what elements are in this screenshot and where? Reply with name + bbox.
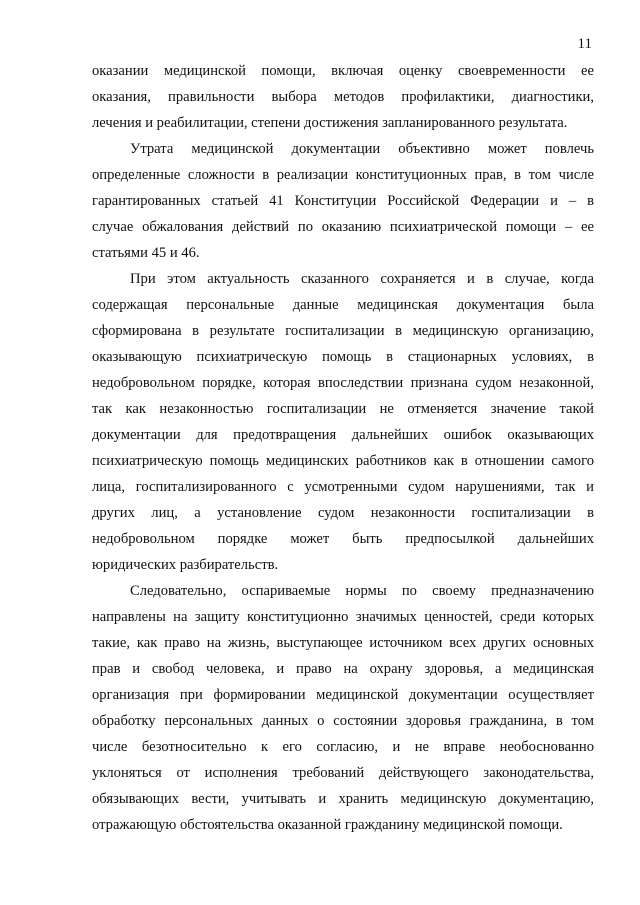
text-line: оказывающую психиатрическую помощь в стационарных условиях, в <box>92 349 594 365</box>
text-line: сформирована в результате госпитализации в медицинскую организацию, <box>92 323 594 339</box>
text-line: направлены на защиту конституционно значимых ценностей, среди которых <box>92 609 594 625</box>
text-line: прав и свобод человека, и право на охрану здоровья, а медицинская <box>92 661 594 677</box>
text-line: оказания, правильности выбора методов профилактики, диагностики, <box>92 89 594 105</box>
text-line: обязывающих вести, учитывать и хранить медицинскую документацию, <box>92 791 594 807</box>
text-line: содержащая персональные данные медицинская документация была <box>92 297 594 313</box>
text-line: лечения и реабилитации, степени достижения запланированного результата. <box>92 115 568 131</box>
text-line: Утрата медицинской документации объективно может повлечь <box>130 141 594 157</box>
paragraph <box>92 136 594 266</box>
paragraph <box>92 58 594 136</box>
text-line: Следовательно, оспариваемые нормы по своему предназначению <box>130 583 594 599</box>
text-line: обработку персональных данных о состоянии здоровья гражданина, в том <box>92 713 594 729</box>
page-number: 11 <box>577 36 592 52</box>
text-line: других лиц, а установление судом незаконности госпитализации в <box>92 505 594 521</box>
text-line: психиатрическую помощь медицинских работников как в отношении самого <box>92 453 594 469</box>
text-line: такие, как право на жизнь, выступающее источником всех других основных <box>92 635 594 651</box>
text-line: оказании медицинской помощи, включая оценку своевременности ее <box>92 63 594 79</box>
paragraph <box>92 266 594 578</box>
text-line: случае обжалования действий по оказанию психиатрической помощи – ее <box>92 219 594 235</box>
text-line: лица, госпитализированного с усмотренными судом нарушениями, так и <box>92 479 594 495</box>
text-line: статьями 45 и 46. <box>92 245 200 261</box>
text-line: организация при формировании медицинской документации осуществляет <box>92 687 594 703</box>
text-line: юридических разбирательств. <box>92 557 279 573</box>
body-text <box>92 58 594 838</box>
text-line: недобровольном порядке может быть предпосылкой дальнейших <box>92 531 594 547</box>
text-line: гарантированных статьей 41 Конституции Российской Федерации и – в <box>92 193 594 209</box>
text-line: числе безотносительно к его согласию, и не вправе необоснованно <box>92 739 594 755</box>
text-line: документации для предотвращения дальнейших ошибок оказывающих <box>92 427 594 443</box>
text-line: недобровольном порядке, которая впоследствии признана судом незаконной, <box>92 375 594 391</box>
paragraph <box>92 578 594 838</box>
text-line: определенные сложности в реализации конституционных прав, в том числе <box>92 167 594 183</box>
text-line: При этом актуальность сказанного сохраняется и в случае, когда <box>130 271 594 287</box>
text-line: отражающую обстоятельства оказанной гражданину медицинской помощи. <box>92 817 563 833</box>
text-line: так как незаконностью госпитализации не отменяется значение такой <box>92 401 594 417</box>
text-line: уклоняться от исполнения требований действующего законодательства, <box>92 765 594 781</box>
